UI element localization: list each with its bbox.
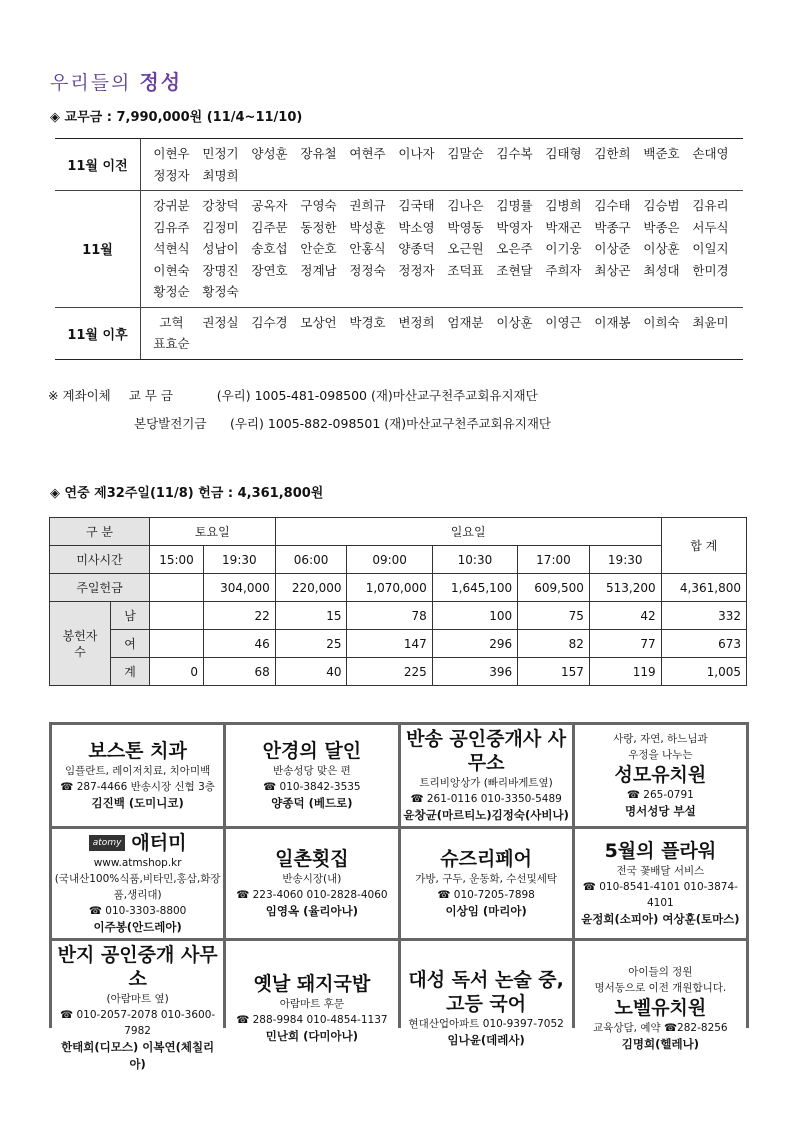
donor-name: 오은주 — [496, 241, 533, 256]
donor-table — [55, 138, 743, 360]
account-number: (우리) 1005-481-098500 (재)마산교구천주교회유지재단 — [216, 388, 538, 403]
ad-title: 안경의 달인 — [262, 740, 362, 762]
ad-grid — [49, 722, 749, 1071]
donor-name: 이상훈 — [643, 241, 680, 256]
ad-phone: ☎ 261-0116 010-3350-5489 — [410, 791, 561, 807]
donor-name: 이일지 — [692, 241, 729, 256]
count-total-cell: 332 — [661, 602, 746, 630]
ad-line: (아람마트 옆) — [106, 993, 169, 1005]
ad-owner-name: 김진백 (도미니코) — [91, 796, 184, 810]
ad-line: 아람마트 후문 — [279, 997, 344, 1010]
ad-box — [401, 941, 572, 1075]
ad-box — [401, 725, 572, 826]
donor-name: 이현우 — [153, 146, 190, 161]
donor-name: 여현주 — [349, 146, 386, 161]
donor-name: 안홍식 — [349, 241, 386, 256]
ad-title: 슈즈리페어 — [440, 848, 533, 870]
donor-name: 장명진 — [202, 262, 239, 278]
donor-name: 김수복 — [496, 146, 533, 161]
ad-phone: ☎ 223-4060 010-2828-4060 — [236, 887, 387, 903]
ad-box — [226, 829, 397, 938]
donor-name: 한미경 — [692, 262, 729, 278]
ad-title: 일촌횟집 — [275, 848, 349, 870]
donor-name: 이나자 — [398, 146, 435, 161]
cash-cell: 609,500 — [518, 574, 590, 602]
count-cell: 0 — [150, 658, 204, 686]
donor-name: 고혁 — [159, 314, 184, 330]
count-cell: 77 — [589, 630, 661, 658]
donor-name: 백준호 — [643, 146, 680, 161]
ad-line: (국내산100%식품,비타민,홍삼,화장품,생리대) — [54, 873, 221, 901]
donor-name: 손대영 — [692, 146, 729, 161]
cash-cell: 513,200 — [589, 574, 661, 602]
donor-name: 정계남 — [300, 262, 337, 278]
ad-title: 노벨유치원 — [614, 996, 707, 1019]
donor-name: 최상곤 — [594, 262, 631, 278]
cash-cell — [150, 574, 204, 602]
diamond-marker-icon: ◈ — [50, 486, 60, 501]
ad-title: 옛날 돼지국밥 — [253, 972, 371, 995]
count-cell: 15 — [275, 602, 347, 630]
mass-time: 09:00 — [347, 546, 432, 574]
ad-title: 반지 공인중개 사무소 — [57, 944, 218, 990]
mass-time: 19:30 — [589, 546, 661, 574]
offering-table — [49, 517, 747, 686]
title-big: 정성 — [139, 70, 183, 94]
diamond-marker-icon: ◈ — [50, 110, 60, 125]
ad-phone: ☎ 010-7205-7898 — [437, 887, 534, 903]
ad-phone: ☎ 265-0791 — [627, 787, 694, 803]
ad-title: 애터미 — [131, 832, 187, 854]
cash-cell: 1,645,100 — [432, 574, 517, 602]
count-cell: 68 — [203, 658, 275, 686]
ad-box — [52, 725, 223, 826]
donor-name: 안순호 — [300, 241, 337, 256]
donor-name: 박종구 — [594, 219, 631, 235]
row-label-sum: 계 — [111, 658, 150, 686]
mass-time: 15:00 — [150, 546, 204, 574]
donor-name: 김유리 — [692, 198, 729, 213]
ad-owner-name: 김명희(헬레나) — [621, 1036, 699, 1051]
donor-name: 김한희 — [594, 146, 631, 161]
donor-name: 박영동 — [447, 219, 484, 235]
donor-name: 황정숙 — [202, 284, 239, 299]
ad-line: 가방, 구두, 운동화, 수선및세탁 — [415, 873, 557, 885]
ad-title: 대성 독서 논술 중,고등 국어 — [408, 968, 564, 1015]
ad-title: 반송 공인중개사 사무소 — [406, 728, 567, 774]
cash-label: 주일헌금 — [50, 574, 150, 602]
count-cell: 396 — [432, 658, 517, 686]
ad-owner-name: 양종덕 (베드로) — [271, 796, 353, 810]
atomy-logo — [89, 831, 187, 855]
donor-name: 석현식 — [153, 241, 190, 256]
ad-owner-name: 한태희(디모스) 이복연(체칠리아) — [61, 1040, 215, 1071]
donor-row — [55, 139, 743, 191]
account-name: 교 무 금 — [128, 388, 173, 403]
donor-name: 김나은 — [447, 198, 484, 213]
donor-names — [141, 191, 743, 307]
donor-name: 이현숙 — [153, 262, 190, 278]
atomy-badge: atomy — [89, 835, 126, 851]
ad-box — [401, 829, 572, 938]
donor-name: 김명률 — [496, 198, 533, 213]
donor-name: 장연호 — [251, 262, 288, 278]
donor-name: 김정미 — [202, 219, 239, 235]
ad-line: 아이들의 정원 — [628, 965, 693, 978]
ad-phone: 교육상담, 예약 ☎282-8256 — [593, 1021, 728, 1034]
donor-name: 양종덕 — [398, 241, 435, 256]
donor-name: 박소영 — [398, 219, 435, 235]
ad-line: 전국 꽃배달 서비스 — [616, 865, 705, 877]
donor-name: 최성대 — [643, 262, 680, 278]
section-tuition-title: 교무금 : 7,990,000원 (11/4~11/10) — [64, 110, 303, 125]
donor-row — [55, 308, 743, 359]
count-total-cell: 1,005 — [661, 658, 746, 686]
count-cell: 25 — [275, 630, 347, 658]
donor-name: 정정자 — [153, 167, 190, 183]
donor-name: 조현달 — [496, 262, 533, 278]
ad-phone: ☎ 010-3842-3535 — [263, 779, 360, 795]
account-prefix: ※ 계좌이체 — [48, 388, 111, 403]
ad-line: 사랑, 자연, 하느님과 — [613, 733, 708, 745]
donor-name: 변정희 — [398, 314, 435, 330]
donor-name: 김병희 — [545, 198, 582, 213]
donor-name: 김승범 — [643, 198, 680, 213]
donor-row — [55, 191, 743, 308]
ad-box — [52, 941, 223, 1075]
ad-line: 임플란트, 레이저치료, 치아미백 — [65, 765, 211, 777]
ad-box — [575, 829, 746, 938]
section-tuition-heading — [50, 106, 302, 125]
donor-name: 엄재분 — [447, 314, 484, 330]
donor-name: 강창덕 — [202, 198, 239, 213]
ad-phone: 현대산업아파트 010-9397-7052 — [408, 1017, 564, 1030]
ad-phone: ☎ 010-2057-2078 010-3600-7982 — [54, 1007, 221, 1039]
donor-name: 최윤미 — [692, 314, 729, 330]
ad-line: 트리비앙상가 (빠리바게트옆) — [419, 777, 553, 789]
donor-name: 이상준 — [594, 241, 631, 256]
donor-name: 황정순 — [153, 284, 190, 299]
donor-name: 조덕표 — [447, 262, 484, 278]
ad-line: 명서동으로 이전 개원합니다. — [594, 981, 727, 994]
count-total-cell: 673 — [661, 630, 746, 658]
section-offering-heading — [50, 482, 323, 501]
donor-name: 공옥자 — [251, 198, 288, 213]
donor-name: 성남이 — [202, 241, 239, 256]
cash-cell: 220,000 — [275, 574, 347, 602]
mass-time: 06:00 — [275, 546, 347, 574]
count-cell: 82 — [518, 630, 590, 658]
donor-name: 김태형 — [545, 146, 582, 161]
count-cell: 42 — [589, 602, 661, 630]
account-name: 본당발전기금 — [134, 416, 207, 431]
donor-name: 최명희 — [202, 167, 239, 183]
donor-name: 이영근 — [545, 314, 582, 330]
ad-box — [575, 725, 746, 826]
ad-title: 5월의 플라워 — [604, 840, 717, 862]
donor-name: 모상언 — [300, 314, 337, 330]
count-cell — [150, 630, 204, 658]
ad-owner-name: 임영옥 (율리아나) — [265, 904, 359, 918]
ad-phone: ☎ 010-3303-8800 — [89, 903, 186, 919]
donor-names — [141, 308, 743, 359]
donor-name: 이상훈 — [496, 314, 533, 330]
donor-period-label: 11월 — [55, 191, 141, 307]
ad-line: 반송성당 맞은 편 — [273, 765, 351, 777]
cash-total-cell: 4,361,800 — [661, 574, 746, 602]
donor-name: 이희숙 — [643, 314, 680, 330]
donor-name: 권정실 — [202, 314, 239, 330]
mass-time: 10:30 — [432, 546, 517, 574]
row-label-male: 남 — [111, 602, 150, 630]
count-cell: 225 — [347, 658, 432, 686]
section-offering-title: 연중 제32주일(11/8) 헌금 : 4,361,800원 — [64, 486, 324, 501]
ad-owner-name: 이상임 (마리아) — [445, 904, 527, 918]
row-label-female: 여 — [111, 630, 150, 658]
count-cell: 100 — [432, 602, 517, 630]
ad-owner-name: 윤창균(마르티노)김정숙(사비나) — [403, 808, 569, 822]
donor-names — [141, 139, 743, 190]
count-cell: 157 — [518, 658, 590, 686]
ad-title: 보스톤 치과 — [88, 740, 187, 762]
donor-name: 이기웅 — [545, 241, 582, 256]
donor-name: 이재봉 — [594, 314, 631, 330]
donor-name: 강귀분 — [153, 198, 190, 213]
donor-name: 김수경 — [251, 314, 288, 330]
donor-name: 서두식 — [692, 219, 729, 235]
donor-name: 동정한 — [300, 219, 337, 235]
title-small: 우리들의 — [50, 72, 140, 94]
ad-owner-name: 명서성당 부설 — [625, 804, 696, 818]
donor-name: 김유주 — [153, 219, 190, 235]
ad-owner-name: 이주봉(안드레아) — [93, 920, 182, 934]
ad-owner-name: 임나윤(데레사) — [447, 1032, 525, 1047]
ad-phone: ☎ 287-4466 반송시장 신협 3층 — [60, 779, 215, 795]
donor-name: 정정자 — [398, 262, 435, 278]
mass-time: 17:00 — [518, 546, 590, 574]
ad-phone: ☎ 288-9984 010-4854-1137 — [236, 1012, 387, 1028]
donor-name: 구영숙 — [300, 198, 337, 213]
count-cell: 147 — [347, 630, 432, 658]
donor-name: 박종은 — [643, 219, 680, 235]
ad-box — [226, 725, 397, 826]
cash-cell: 304,000 — [203, 574, 275, 602]
donor-name: 김주문 — [251, 219, 288, 235]
donor-name: 권희규 — [349, 198, 386, 213]
account-info — [48, 386, 538, 404]
account-number: (우리) 1005-882-098501 (재)마산교구천주교회유지재단 — [229, 416, 551, 431]
donor-name: 박영자 — [496, 219, 533, 235]
donor-name: 박성훈 — [349, 219, 386, 235]
ad-owner-name: 민난희 (다미아나) — [265, 1028, 359, 1043]
header-total: 합 계 — [661, 518, 746, 574]
header-category: 구 분 — [50, 518, 150, 546]
donor-name: 김수태 — [594, 198, 631, 213]
cash-cell: 1,070,000 — [347, 574, 432, 602]
count-cell: 75 — [518, 602, 590, 630]
ad-title: 성모유치원 — [614, 764, 707, 786]
ad-line: www.atmshop.kr — [93, 857, 182, 869]
donor-name: 민정기 — [202, 146, 239, 161]
count-cell: 296 — [432, 630, 517, 658]
header-saturday: 토요일 — [150, 518, 276, 546]
ad-box — [226, 941, 397, 1075]
donor-name: 박경호 — [349, 314, 386, 330]
ad-box — [575, 941, 746, 1075]
ad-line: 반송시장(내) — [282, 873, 342, 885]
donor-name: 양성훈 — [251, 146, 288, 161]
mass-time-label: 미사시간 — [50, 546, 150, 574]
count-cell: 22 — [203, 602, 275, 630]
count-cell: 40 — [275, 658, 347, 686]
donor-name: 정정숙 — [349, 262, 386, 278]
count-cell: 78 — [347, 602, 432, 630]
count-cell: 46 — [203, 630, 275, 658]
donor-name: 김국태 — [398, 198, 435, 213]
donor-name: 박재곤 — [545, 219, 582, 235]
donor-name: 주희자 — [545, 262, 582, 278]
ad-box — [52, 829, 223, 938]
header-sunday: 일요일 — [275, 518, 661, 546]
ad-line: 우정을 나누는 — [628, 749, 693, 761]
donor-name: 표효순 — [153, 336, 190, 351]
donor-name: 오근원 — [447, 241, 484, 256]
account-info-2 — [134, 414, 551, 432]
page-title — [50, 66, 182, 95]
donor-period-label: 11월 이전 — [55, 139, 141, 190]
count-cell — [150, 602, 204, 630]
donor-name: 김말순 — [447, 146, 484, 161]
ad-owner-name: 윤정희(소피아) 여상훈(토마스) — [581, 912, 740, 926]
donor-name: 송호섭 — [251, 241, 288, 256]
donor-name: 장유철 — [300, 146, 337, 161]
count-cell: 119 — [589, 658, 661, 686]
offerer-count-label: 봉헌자수 — [50, 602, 111, 686]
donor-period-label: 11월 이후 — [55, 308, 141, 359]
mass-time: 19:30 — [203, 546, 275, 574]
ad-phone: ☎ 010-8541-4101 010-3874-4101 — [577, 879, 744, 911]
